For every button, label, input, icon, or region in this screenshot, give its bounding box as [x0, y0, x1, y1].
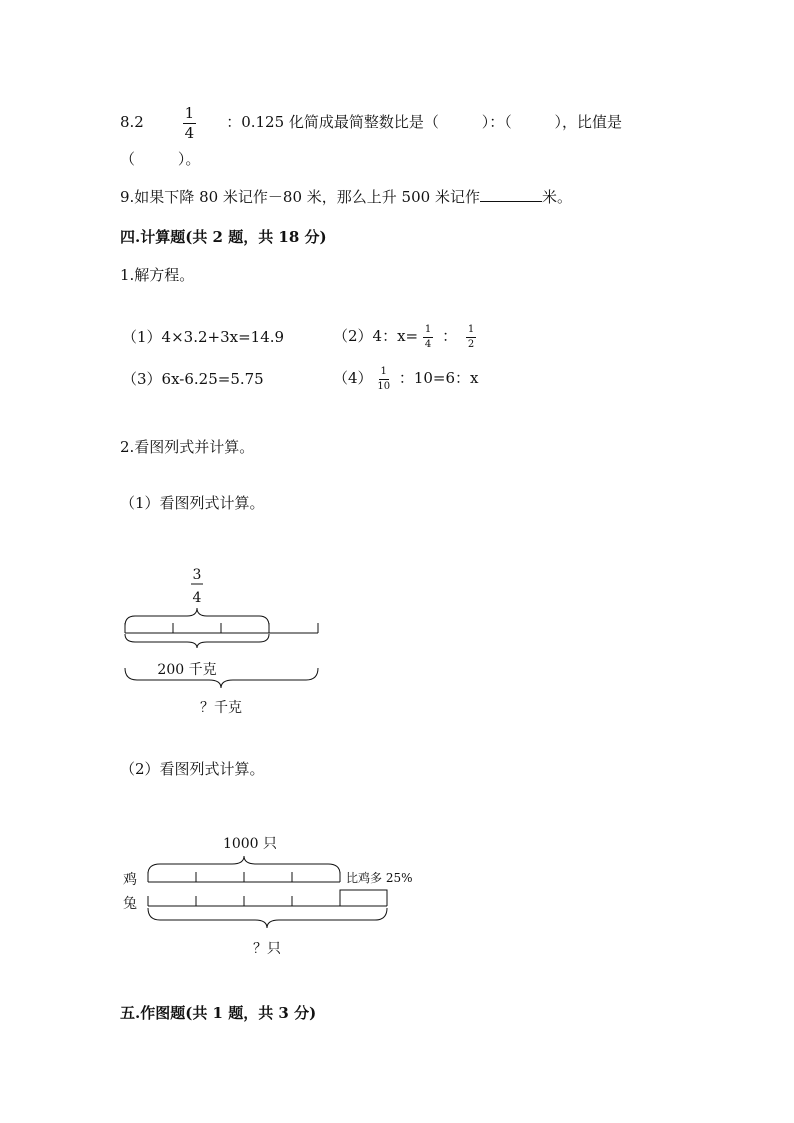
eq2-f2-num: 1 — [466, 325, 476, 338]
equation-3: （3）6x-6.25=5.75 — [122, 370, 264, 388]
eq4-f-den: 10 — [377, 380, 391, 392]
diagram-1 — [115, 562, 345, 722]
diagram2-total-brace — [148, 908, 387, 928]
equation-2 — [333, 322, 476, 350]
question-9 — [120, 186, 572, 207]
eq2-f1-den: 4 — [424, 338, 432, 350]
q9-unit: 米。 — [541, 188, 572, 206]
question-8 — [120, 104, 622, 140]
q8-frac-den: 4 — [184, 123, 195, 142]
eq4-prefix: （4） — [333, 369, 373, 387]
eq2-f1-num: 1 — [423, 325, 433, 338]
eq2-prefix: （2）4：x= — [333, 327, 419, 345]
q9-text: 9.如果下降 80 米记作－80 米，那么上升 500 米记作 — [120, 188, 480, 206]
equation-1: （1）4×3.2+3x=14.9 — [122, 328, 285, 346]
eq4-fraction — [377, 367, 390, 392]
q8-fraction — [183, 103, 197, 142]
diagram2-row-chicken: 鸡 — [123, 872, 137, 888]
section-4-title: 四.计算题(共 2 题，共 18 分) — [120, 228, 327, 246]
sub-2-title: （2）看图列式计算。 — [120, 760, 265, 778]
eq4-f-num: 1 — [379, 367, 389, 380]
problem-2-title: 2.看图列式并计算。 — [120, 438, 255, 456]
equation-4 — [333, 364, 479, 392]
diagram1-label-total: ？千克 — [200, 700, 242, 716]
diagram1-frac-num: 3 — [192, 567, 202, 583]
problem-1-title: 1.解方程。 — [120, 266, 195, 284]
q8-middle: ：0.125 化简成最简整数比是（ — [226, 113, 439, 131]
q8-paren-colon: ）：（ — [481, 113, 512, 131]
q8-line2: （ ）。 — [120, 150, 201, 168]
diagram2-label-top: 1000 只 — [222, 836, 278, 852]
diagram2-extra-label: 比鸡多 25% — [346, 871, 413, 885]
eq2-f2-den: 2 — [467, 338, 475, 350]
eq2-fraction-1 — [423, 325, 433, 350]
eq4-suffix: ：10=6：x — [398, 369, 479, 387]
q8-prefix: 8.2 — [120, 113, 144, 131]
diagram-2 — [115, 828, 425, 963]
diagram2-label-total: ？只 — [253, 941, 281, 957]
section-5-title: 五.作图题(共 1 题，共 3 分) — [120, 1004, 317, 1022]
diagram1-frac-den: 4 — [192, 590, 202, 606]
q9-answer-blank — [480, 187, 542, 202]
diagram2-extra-bracket — [340, 890, 387, 896]
diagram2-top-brace — [148, 856, 340, 874]
diagram1-label-part: 200 千克 — [157, 662, 217, 678]
sub-1-title: （1）看图列式计算。 — [120, 494, 265, 512]
q8-suffix: ），比值是 — [554, 113, 622, 131]
diagram1-top-brace — [125, 608, 269, 626]
q8-frac-num: 1 — [184, 103, 195, 122]
diagram2-row-rabbit: 兔 — [123, 896, 137, 912]
diagram1-part-brace — [125, 634, 269, 648]
eq2-fraction-2 — [466, 325, 476, 350]
eq2-colon: ： — [442, 327, 458, 345]
diagram1-total-brace — [125, 668, 318, 688]
